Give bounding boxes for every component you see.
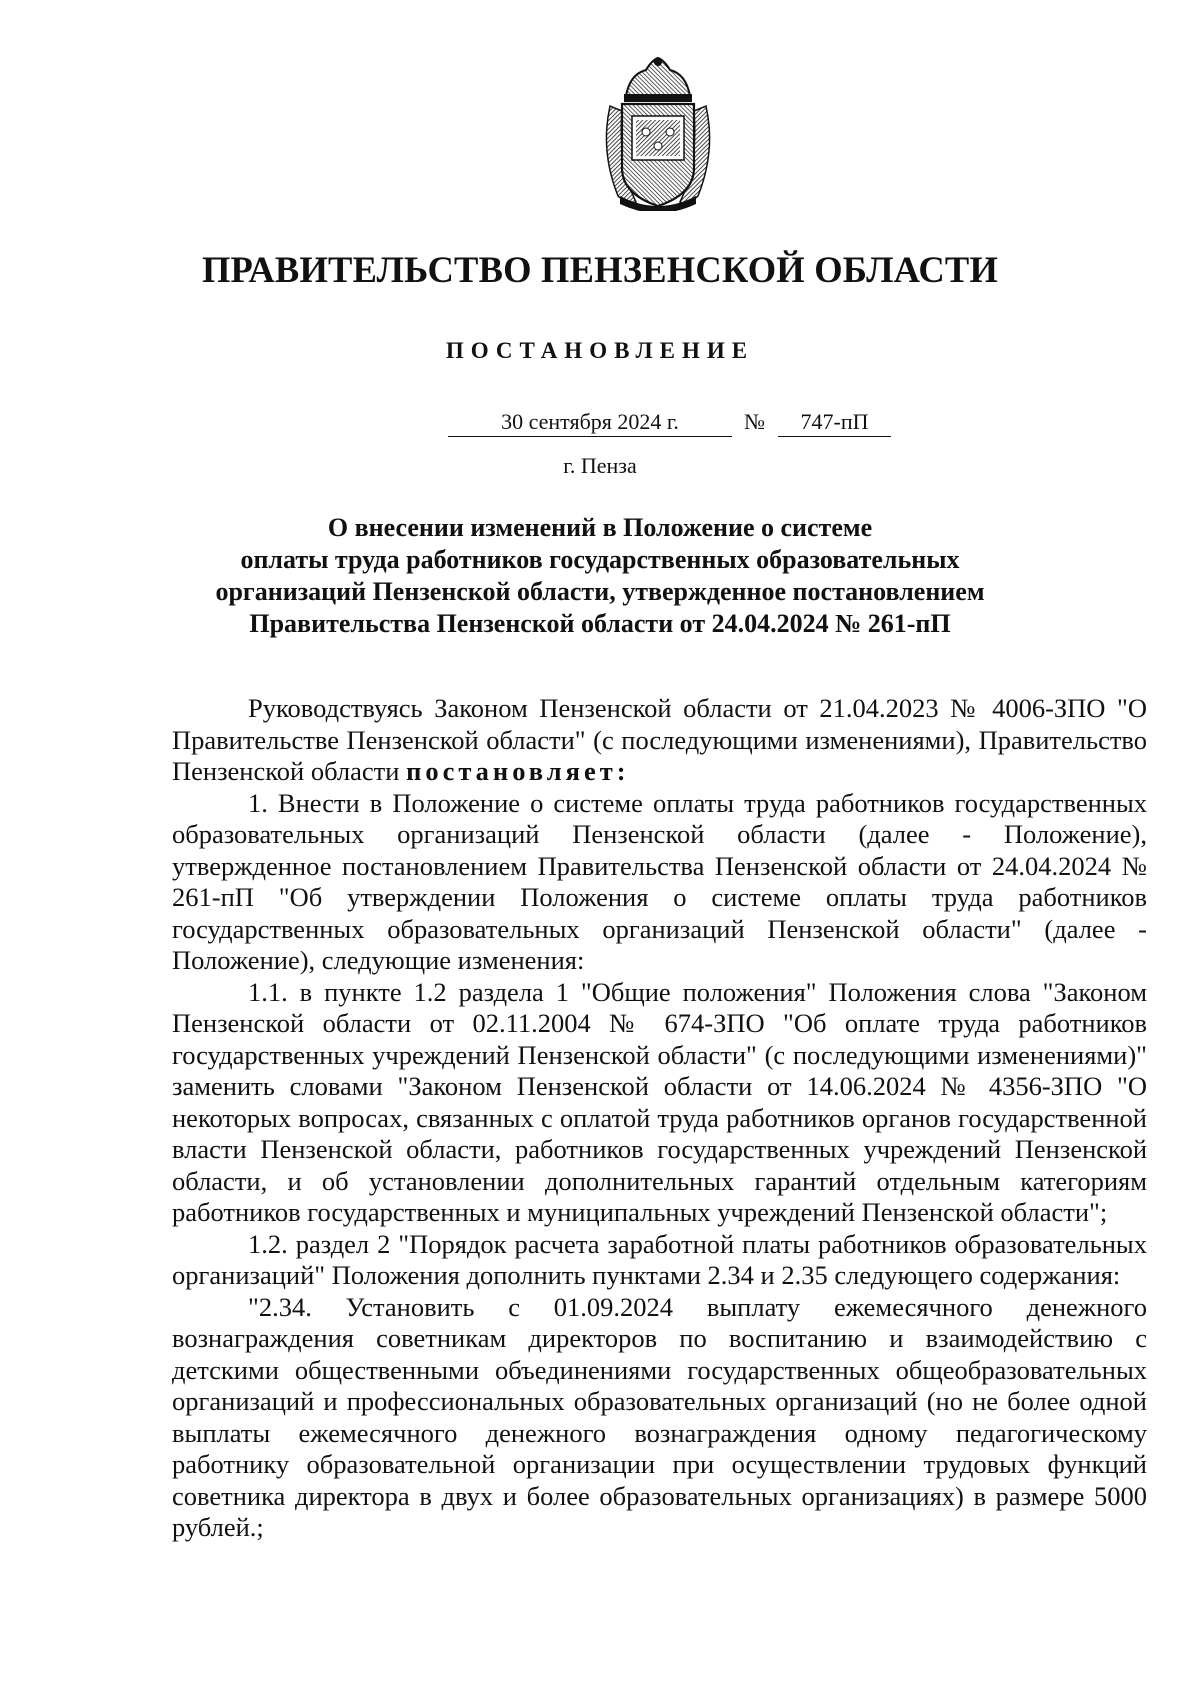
intro-paragraph [172,693,1147,788]
subject-line: Правительства Пензенской области от 24.04.2024 № 261-пП [249,609,951,638]
city-name: г. Пенза [563,453,637,478]
document-subject [150,512,1050,640]
paragraph-2-34: "2.34. Установить с 01.09.2024 выплату ежемесячного денежного вознаграждения советникам директоров по воспитанию и взаимодействию с детскими общественными объединениями государственных общеобразовательных организаций и профессиональных образовательных организаций (но не более одной выплаты ежемесячного денежного вознаграждения одному педагогическому работнику образовательной организации при осуществлении трудовых функций советника директора в двух и более образовательных организациях) в размере 5000 рублей.; [172,1291,1147,1542]
document-body [172,693,1147,1544]
coat-of-arms-emblem [596,56,720,211]
document-type-heading: ПОСТАНОВЛЕНИЕ [445,338,755,363]
subject-line: О внесении изменений в Положение о системе [327,513,873,542]
paragraph-1-2: 1.2. раздел 2 "Порядок расчета заработной платы работников образовательных организаций" Положения дополнить пунктами 2.34 и 2.35 следующего содержания: [172,1228,1147,1290]
subject-line: организаций Пензенской области, утвержденное постановлением [215,577,985,606]
resolution-verb: постановляет: [406,756,630,786]
paragraph-1: 1. Внести в Положение о системе оплаты труда работников государственных образовательных организаций Пензенской области (далее - Положение), утвержденное постановлением Правительства Пензенской области от 24.04.2024 № 261-пП "Об утверждении Положения о системе оплаты труда работников государственных образовательных организаций Пензенской области" (далее - Положение), следующие изменения: [172,787,1147,975]
intro-text: Руководствуясь Законом Пензенской области от 21.04.2023 № 4006-ЗПО "О Правительстве Пензенской области" (с последующими изменениями), Правительство Пензенской области [172,693,1147,786]
number-sign: № [744,409,765,434]
document-date: 30 сентября 2024 г. [448,409,732,437]
subject-line: оплаты труда работников государственных образовательных [240,545,960,574]
document-number: 747-пП [778,409,891,437]
organization-title: ПРАВИТЕЛЬСТВО ПЕНЗЕНСКОЙ ОБЛАСТИ [201,249,999,290]
paragraph-1-1: 1.1. в пункте 1.2 раздела 1 "Общие положения" Положения слова "Законом Пензенской области от 02.11.2004 № 674-ЗПО "Об оплате труда работников государственных учреждений Пензенской области" (с последующими изменениями)" заменить словами "Законом Пензенской области от 14.06.2024 № 4356-ЗПО "О некоторых вопросах, связанных с оплатой труда работников органов государственной власти Пензенской области, работников государственных учреждений Пензенской области, и об установлении дополнительных гарантий отдельным категориям работников государственных и муниципальных учреждений Пензенской области"; [172,976,1147,1227]
